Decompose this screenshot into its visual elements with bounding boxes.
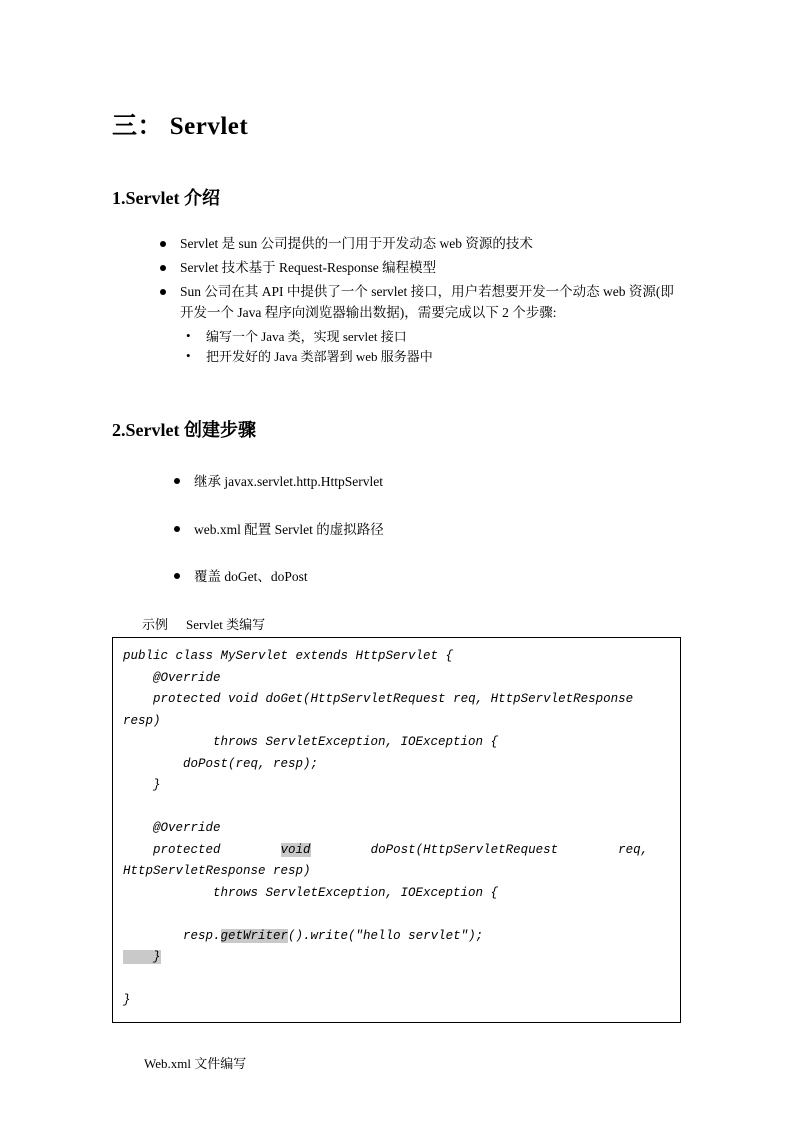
steps-bullet-list: [112, 472, 681, 587]
code-line-part: resp.: [123, 928, 221, 943]
code-line: throws ServletException, IOException {: [123, 735, 499, 750]
code-line: }: [123, 993, 131, 1008]
code-caption-left: 示例: [142, 617, 169, 633]
webxml-note: Web.xml 文件编写: [144, 1055, 247, 1071]
code-line-part: ().write("hello servlet");: [288, 928, 484, 943]
code-line: }: [123, 778, 161, 793]
section-heading-servlet-steps: 2.Servlet 创建步骤: [112, 420, 256, 441]
code-caption: [142, 614, 681, 633]
list-item: Servlet 是 sun 公司提供的一门用于开发动态 web 资源的技术: [158, 234, 681, 255]
list-item: Servlet 技术基于 Request-Response 编程模型: [158, 258, 681, 279]
code-block: [112, 637, 681, 1023]
page-title: 三： Servlet: [112, 113, 249, 140]
code-highlight-brace: }: [123, 950, 161, 965]
intro-bullet-list: [112, 234, 681, 324]
list-item: 继承 javax.servlet.http.HttpServlet: [172, 472, 681, 492]
code-line: @Override: [123, 821, 221, 836]
list-item: web.xml 配置 Servlet 的虚拟路径: [172, 520, 681, 540]
list-item: • 把开发好的 Java 类部署到 web 服务器中: [186, 347, 681, 368]
list-item: 覆盖 doGet、doPost: [172, 567, 681, 587]
code-line: public class MyServlet extends HttpServlet {: [123, 649, 454, 664]
code-highlight-void: void: [280, 842, 311, 857]
code-line: protected void doGet(HttpServletRequest req, HttpServletResponse resp): [123, 692, 641, 728]
code-caption-right: Servlet 类编写: [186, 617, 266, 633]
list-item: Sun 公司在其 API 中提供了一个 servlet 接口，用户若想要开发一个动态 web 资源(即开发一个 Java 程序向浏览器输出数据)，需要完成以下 2 个步骤:: [158, 282, 681, 324]
section-heading-servlet-intro: 1.Servlet 介绍: [112, 188, 220, 208]
list-item: • 编写一个 Java 类，实现 servlet 接口: [186, 327, 681, 348]
code-line: doPost(req, resp);: [123, 756, 319, 771]
code-line: throws ServletException, IOException {: [123, 885, 499, 900]
intro-sub-bullet-list: [112, 327, 681, 369]
code-highlight-getwriter: getWriter: [220, 928, 289, 943]
code-line-part: protected: [123, 842, 281, 857]
code-line-part: doPost(HttpServletRequest req, HttpServletResponse resp): [123, 842, 656, 879]
code-line: @Override: [123, 670, 221, 685]
